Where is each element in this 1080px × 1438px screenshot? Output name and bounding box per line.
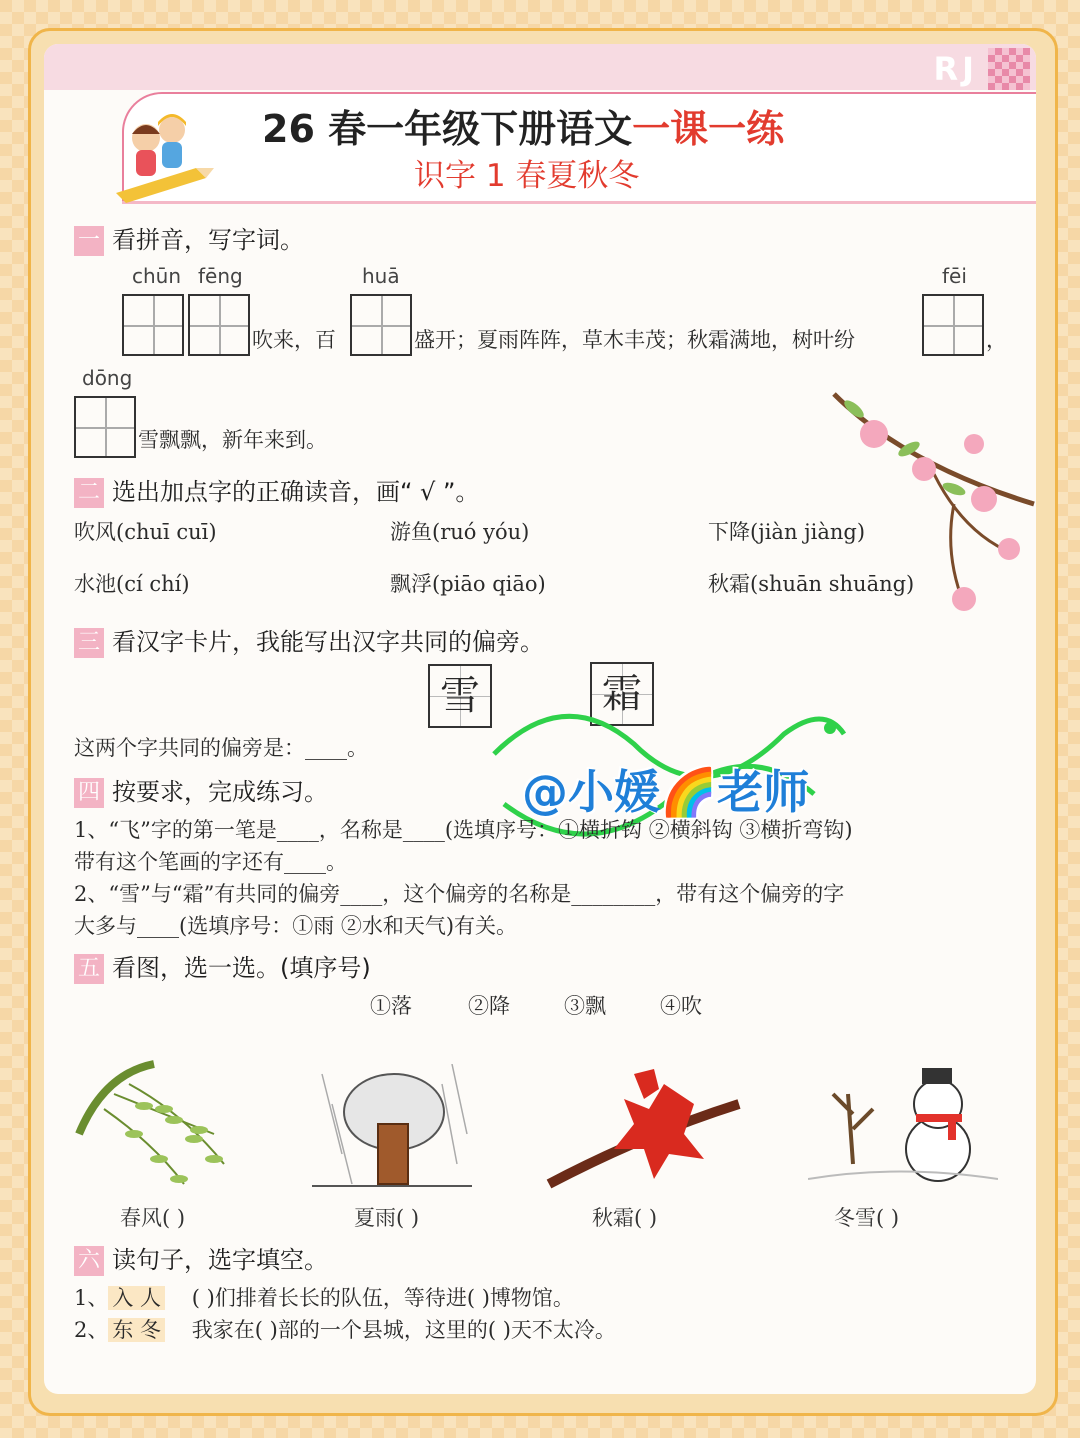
- option-item: ③飘: [564, 994, 606, 1018]
- reading-choice-item[interactable]: 游鱼(ruó yóu): [390, 520, 530, 544]
- section-4-heading: 四 按要求，完成练习。: [74, 772, 328, 808]
- section-3-heading: 三 看汉字卡片，我能写出汉字共同的偏旁。: [74, 622, 544, 658]
- picture-caption[interactable]: 冬雪( ): [834, 1206, 900, 1230]
- sentence-part: ，: [986, 328, 1007, 352]
- tian-grid-box[interactable]: [188, 294, 250, 356]
- rain-tree-picture: [312, 1064, 472, 1194]
- character-card: 雪: [428, 664, 492, 728]
- section-5-heading: 五 看图，选一选。(填序号): [74, 948, 371, 984]
- fill-blank-row[interactable]: 2、 东 冬 我家在( )部的一个县城，这里的( )天不太冷。: [74, 1318, 616, 1342]
- watermark-author: @小媛🌈老师: [522, 765, 810, 819]
- checker-decoration: [988, 48, 1030, 90]
- section-2-heading: 二 选出加点字的正确读音，画“ √ ”。: [74, 472, 479, 508]
- autumn-leaf-picture: [544, 1064, 744, 1194]
- sentence-part: 吹来，百: [252, 328, 336, 352]
- pinyin-fei: fēi: [942, 264, 967, 288]
- publisher-logo: RJ: [933, 50, 978, 88]
- willow-wind-picture: [74, 1054, 234, 1194]
- picture-caption[interactable]: 春风( ): [120, 1206, 186, 1230]
- page-title: 26 春一年级下册语文一课一练: [262, 107, 785, 151]
- reading-choice-item[interactable]: 水池(cí chí): [74, 572, 190, 596]
- tian-grid-box[interactable]: [350, 294, 412, 356]
- lesson-subtitle: 识字 1 春夏秋冬: [414, 158, 640, 194]
- exercise-line[interactable]: 带有这个笔画的字还有____。: [74, 850, 347, 874]
- exercise-line[interactable]: 大多与____(选填序号：①雨 ②水和天气)有关。: [74, 914, 518, 938]
- tian-grid-box[interactable]: [74, 396, 136, 458]
- option-item: ②降: [468, 994, 510, 1018]
- character-card: 霜: [590, 662, 654, 726]
- exercise-line[interactable]: 2、“雪”与“霜”有共同的偏旁____，这个偏旁的名称是________，带有这个偏旁的字: [74, 882, 845, 906]
- fill-blank-row[interactable]: 1、 入 人 ( )们排着长长的队伍，等待进( )博物馆。: [74, 1286, 574, 1310]
- kids-on-pencil-illustration: [106, 98, 216, 208]
- tian-grid-box[interactable]: [922, 294, 984, 356]
- reading-choice-item[interactable]: 下降(jiàn jiàng): [708, 520, 866, 544]
- section-1-heading: 一 看拼音，写字词。: [74, 220, 304, 256]
- picture-caption[interactable]: 夏雨( ): [354, 1206, 420, 1230]
- pinyin-chun: chūn: [132, 264, 182, 288]
- option-item: ④吹: [660, 994, 702, 1018]
- sentence-part: 盛开；夏雨阵阵，草木丰茂；秋霜满地，树叶纷: [414, 328, 855, 352]
- picture-caption[interactable]: 秋霜( ): [592, 1206, 658, 1230]
- pinyin-feng: fēng: [198, 264, 243, 288]
- reading-choice-item[interactable]: 飘浮(piāo qiāo): [390, 572, 546, 596]
- top-band: [44, 44, 1036, 90]
- snowman-picture: [808, 1054, 998, 1194]
- tian-grid-box[interactable]: [122, 294, 184, 356]
- section-6-heading: 六 读句子，选字填空。: [74, 1240, 328, 1276]
- radical-question[interactable]: 这两个字共同的偏旁是：____。: [74, 736, 368, 760]
- exercise-line[interactable]: 1、“飞”字的第一笔是____，名称是____(选填序号：①横折钩 ②横斜钩 ③横折弯钩): [74, 818, 853, 842]
- option-item: ①落: [370, 994, 412, 1018]
- pinyin-dong: dōng: [82, 366, 133, 390]
- reading-choice-item[interactable]: 吹风(chuī cuī): [74, 520, 217, 544]
- reading-choice-item[interactable]: 秋霜(shuān shuāng): [708, 572, 915, 596]
- worksheet-paper: [44, 44, 1036, 1394]
- sentence-part: 雪飘飘，新年来到。: [138, 428, 327, 452]
- pinyin-hua: huā: [362, 264, 400, 288]
